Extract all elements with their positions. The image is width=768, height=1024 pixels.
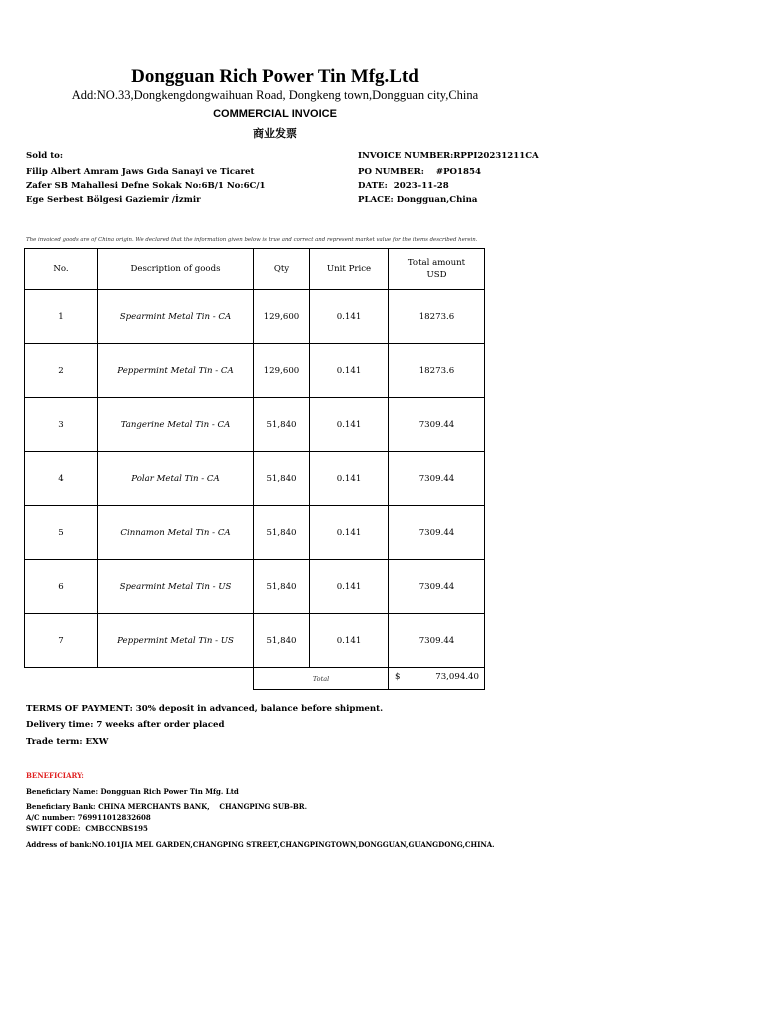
total-amount-cell: [389, 668, 485, 690]
row-unit-price: 0.141: [310, 290, 389, 344]
document-title-chinese: 商业发票: [253, 127, 297, 140]
row-no: 4: [25, 452, 98, 506]
table-row: [25, 560, 485, 614]
header-no: No.: [25, 249, 98, 290]
buyer-address-line-1: Zafer SB Mahallesi Defne Sokak No:6B/1 No:6C/1: [26, 181, 266, 191]
row-qty: 51,840: [254, 506, 310, 560]
document-title: COMMERCIAL INVOICE: [213, 108, 337, 120]
buyer-address-line-2: Ege Serbest Bölgesi Gaziemir /İzmir: [26, 195, 201, 205]
items-table: [24, 248, 485, 690]
total-label: Total: [254, 668, 389, 690]
row-no: 1: [25, 290, 98, 344]
header-total-amount: [389, 249, 485, 290]
company-name: Dongguan Rich Power Tin Mfg.Ltd: [131, 66, 419, 87]
origin-declaration: The invoiced goods are of China origin. We declared that the information given below is true and correct and represent market value for the items described herein.: [26, 237, 478, 243]
row-unit-price: 0.141: [310, 560, 389, 614]
account-number: A/C number: 769911012832608: [26, 813, 151, 822]
company-address: Add:NO.33,Dongkengdongwaihuan Road, Dongkeng town,Dongguan city,China: [71, 88, 479, 102]
payment-terms: TERMS OF PAYMENT: 30% deposit in advanced, balance before shipment.: [26, 704, 384, 714]
row-qty: 129,600: [254, 290, 310, 344]
table-row: [25, 614, 485, 668]
header-qty: Qty: [254, 249, 310, 290]
table-row: [25, 452, 485, 506]
row-description: Polar Metal Tin - CA: [98, 452, 254, 506]
invoice-place: PLACE: Dongguan,China: [358, 195, 478, 205]
total-row-spacer: [98, 668, 254, 690]
total-currency-symbol: $: [395, 672, 401, 682]
trade-term: Trade term: EXW: [26, 737, 109, 747]
row-qty: 51,840: [254, 452, 310, 506]
sold-to-label: Sold to:: [26, 151, 64, 161]
invoice-number: INVOICE NUMBER:RPPI20231211CA: [358, 151, 539, 161]
delivery-time: Delivery time: 7 weeks after order placed: [26, 720, 225, 730]
header-description: Description of goods: [98, 249, 254, 290]
total-row-spacer: [25, 668, 98, 690]
row-description: Spearmint Metal Tin - US: [98, 560, 254, 614]
row-qty: 51,840: [254, 398, 310, 452]
bank-address: Address of bank:NO.101JIA MEL GARDEN,CHANGPING STREET,CHANGPINGTOWN,DONGGUAN,GUANGDONG,CHINA.: [26, 840, 495, 849]
invoice-date: DATE: 2023-11-28: [358, 181, 449, 191]
row-qty: 51,840: [254, 560, 310, 614]
row-unit-price: 0.141: [310, 398, 389, 452]
row-description: Peppermint Metal Tin - CA: [98, 344, 254, 398]
row-total: 18273.6: [389, 290, 485, 344]
row-no: 7: [25, 614, 98, 668]
header-currency: USD: [426, 270, 447, 280]
total-amount-value: 73,094.40: [435, 672, 479, 682]
row-no: 2: [25, 344, 98, 398]
row-total: 7309.44: [389, 452, 485, 506]
row-no: 5: [25, 506, 98, 560]
table-header-row: [25, 249, 485, 290]
row-unit-price: 0.141: [310, 506, 389, 560]
row-no: 6: [25, 560, 98, 614]
row-description: Cinnamon Metal Tin - CA: [98, 506, 254, 560]
row-unit-price: 0.141: [310, 452, 389, 506]
header-total-amount-label: Total amount: [407, 258, 466, 268]
table-row: [25, 398, 485, 452]
total-row: [25, 668, 485, 690]
row-unit-price: 0.141: [310, 614, 389, 668]
row-total: 7309.44: [389, 614, 485, 668]
row-description: Peppermint Metal Tin - US: [98, 614, 254, 668]
swift-code: SWIFT CODE: CMBCCNBS195: [26, 824, 148, 833]
buyer-name: Filip Albert Amram Jaws Gıda Sanayi ve Ticaret: [26, 167, 255, 177]
row-total: 7309.44: [389, 506, 485, 560]
table-row: [25, 506, 485, 560]
table-row: [25, 290, 485, 344]
row-total: 7309.44: [389, 398, 485, 452]
row-no: 3: [25, 398, 98, 452]
row-total: 18273.6: [389, 344, 485, 398]
beneficiary-heading: BENEFICIARY:: [26, 771, 84, 780]
row-total: 7309.44: [389, 560, 485, 614]
po-number: PO NUMBER: #PO1854: [358, 167, 481, 177]
table-row: [25, 344, 485, 398]
row-description: Tangerine Metal Tin - CA: [98, 398, 254, 452]
row-description: Spearmint Metal Tin - CA: [98, 290, 254, 344]
row-qty: 129,600: [254, 344, 310, 398]
beneficiary-name: Beneficiary Name: Dongguan Rich Power Tin Mfg. Ltd: [26, 787, 239, 796]
beneficiary-bank: Beneficiary Bank: CHINA MERCHANTS BANK, CHANGPING SUB-BR.: [26, 802, 308, 811]
header-unit-price: Unit Price: [310, 249, 389, 290]
row-qty: 51,840: [254, 614, 310, 668]
row-unit-price: 0.141: [310, 344, 389, 398]
